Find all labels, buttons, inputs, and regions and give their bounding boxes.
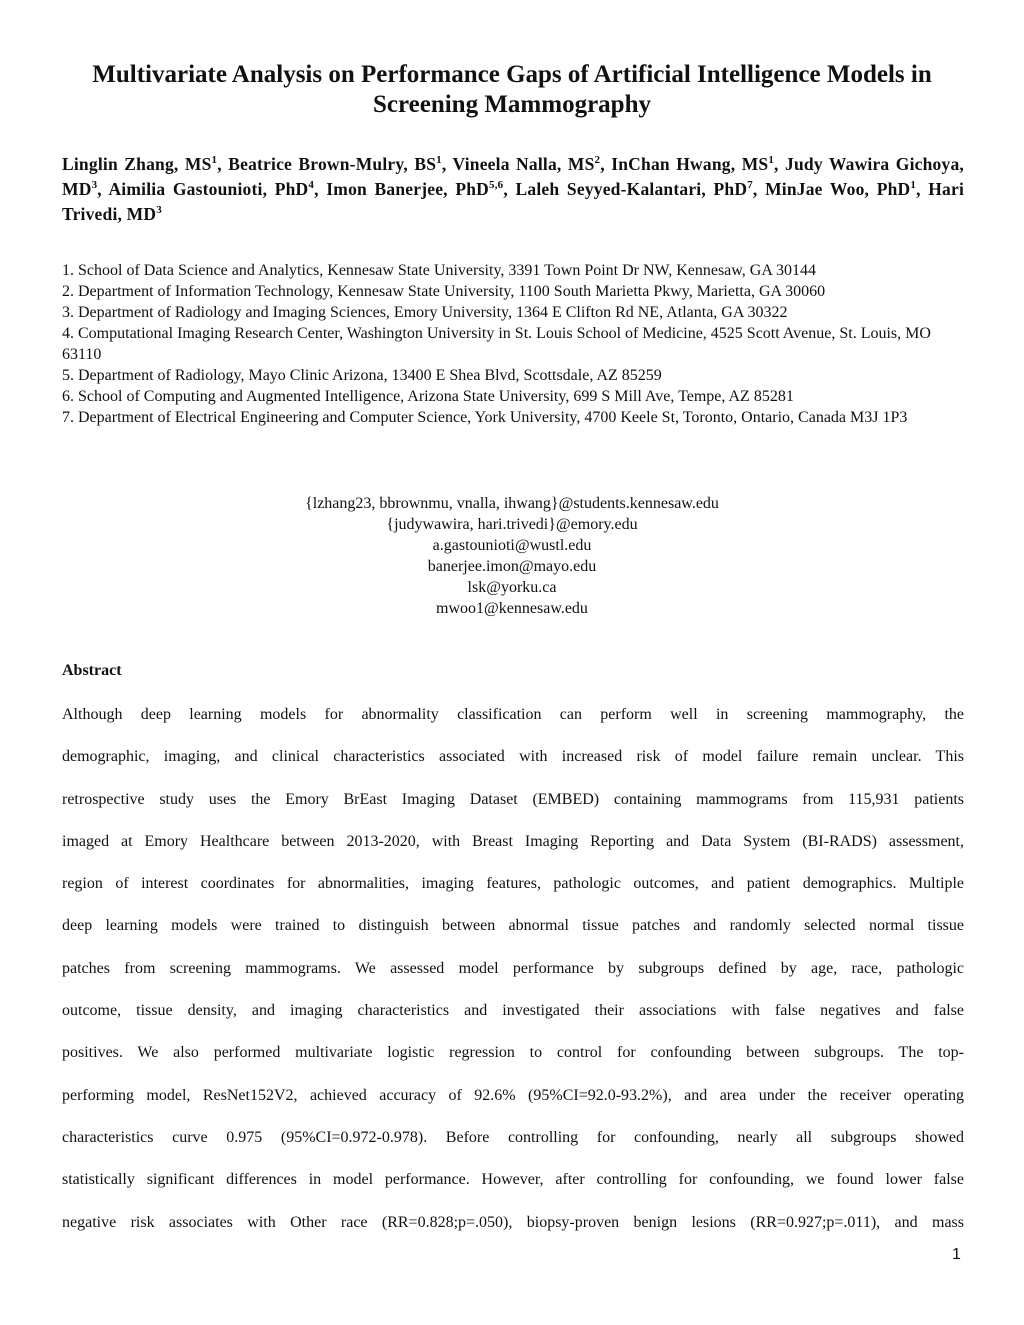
- affiliation: 5. Department of Radiology, Mayo Clinic Arizona, 13400 E Shea Blvd, Scottsdale, AZ 85259: [62, 367, 662, 384]
- abstract-line: [62, 915, 964, 957]
- abstract-line-text: deep learning models were trained to distinguish between abnormal tissue patches and randomly selected normal tissue: [62, 917, 964, 935]
- abstract-line: [62, 704, 964, 746]
- page-number: 1: [952, 1246, 961, 1263]
- author-affiliation-mark: 4: [308, 179, 315, 192]
- email: banerjee.imon@mayo.edu: [427, 558, 597, 575]
- author: [453, 154, 601, 174]
- author-affiliation-mark: 1: [910, 179, 917, 192]
- author-affiliation-mark: 3: [91, 179, 98, 192]
- abstract-line: [62, 789, 964, 831]
- abstract-line-text: region of interest coordinates for abnormalities, imaging features, pathologic outcomes, and patient demographics. Multiple: [62, 875, 964, 893]
- author-name: Laleh Seyyed-Kalantari, PhD: [515, 179, 748, 199]
- author-name: Imon Banerjee, PhD: [326, 179, 490, 199]
- affiliation: 7. Department of Electrical Engineering and Computer Science, York University, 4700 Keele St, Toronto, Ontario, Canada M3J 1P3: [62, 409, 908, 426]
- affiliation: 2. Department of Information Technology, Kennesaw State University, 1100 South Marietta Pkwy, Marietta, GA 30060: [62, 283, 826, 300]
- abstract-line-text: imaged at Emory Healthcare between 2013-2020, with Breast Imaging Reporting and Data System (BI-RADS) assessment,: [62, 832, 964, 850]
- abstract-line: [62, 1085, 964, 1127]
- author: [765, 179, 916, 199]
- author-affiliation-mark: 1: [436, 154, 442, 167]
- abstract-line-text: demographic, imaging, and clinical characteristics associated with increased risk of model failure remain unclear. This: [62, 748, 964, 766]
- author-name: Judy Wawira Gichoya, MD: [62, 154, 964, 199]
- abstract-line-text: performing model, ResNet152V2, achieved accuracy of 92.6% (95%CI=92.0-93.2%), and area under the receiver operating: [62, 1086, 964, 1104]
- abstract-line: [62, 1042, 964, 1084]
- affiliation-list: [62, 260, 967, 428]
- abstract-line-text: characteristics curve 0.975 (95%CI=0.972-0.978). Before controlling for confounding, nearly all subgroups showed: [62, 1128, 964, 1146]
- author-affiliation-mark: 1: [211, 154, 218, 167]
- affiliation: 4. Computational Imaging Research Center, Washington University in St. Louis School of Medicine, 4525 Scott Avenue, St. Louis, MO 63110: [62, 325, 931, 363]
- abstract-line-text: retrospective study uses the Emory BrEast Imaging Dataset (EMBED) containing mammograms from 115,931 patients: [62, 790, 964, 808]
- abstract-heading: Abstract: [62, 662, 122, 679]
- email: lsk@yorku.ca: [467, 579, 557, 596]
- author: [108, 179, 314, 199]
- author-list: Linglin Zhang, $MS^1$, Beatrice Brown-Mulry, $BS^1$, Vineela Nalla, $MS^2$, InChan Hwang, $MS^1$, Judy Wawira Gichoya, $MD^3$, Aimilia Gastounioti, PhD$^4$, Imon Banerjee, PhD$^{5,6}$, Laleh Seyyed-Kalantari, PhD$^7$, MinJae Woo, PhD$^1$, Hari Trivedi, $MD^3$: [62, 154, 965, 224]
- author-affiliation-mark: 1: [768, 154, 775, 167]
- email: mwoo1@kennesaw.edu: [436, 600, 588, 617]
- author: [326, 179, 503, 199]
- email: a.gastounioti@wustl.edu: [432, 537, 592, 554]
- abstract-line: [62, 1127, 964, 1169]
- abstract-line-text: statistically significant differences in model performance. However, after controlling for confounding, we found lower false: [62, 1171, 964, 1189]
- abstract-line: [62, 1000, 964, 1042]
- abstract-line: [62, 1212, 964, 1254]
- abstract-line-text: negative risk associates with Other race (RR=0.828;p=.050), biopsy-proven benign lesions (RR=0.927;p=.011), and mass: [62, 1213, 964, 1231]
- abstract-line: [62, 831, 964, 873]
- affiliation: 1. School of Data Science and Analytics, Kennesaw State University, 3391 Town Point Dr NW, Kennesaw, GA 30144: [62, 262, 817, 279]
- abstract-line-text: positives. We also performed multivariate logistic regression to control for confounding between subgroups. The top-: [62, 1044, 964, 1062]
- author-name: Aimilia Gastounioti, PhD: [108, 179, 309, 199]
- author: [611, 154, 774, 174]
- author-affiliation-mark: 3: [156, 204, 162, 217]
- author: [62, 154, 217, 174]
- abstract-line-text: Although deep learning models for abnormality classification can perform well in screening mammography, the: [62, 706, 964, 723]
- abstract-line-text: outcome, tissue density, and imaging characteristics and investigated their associations with false negatives and false: [62, 1002, 964, 1020]
- author-name: Vineela Nalla, MS: [452, 154, 595, 174]
- author-name: InChan Hwang, MS: [611, 154, 769, 174]
- author: [228, 154, 442, 174]
- email: {lzhang23, bbrownmu, vnalla, ihwang}@students.kennesaw.edu: [305, 495, 719, 512]
- author-affiliation-mark: 7: [747, 179, 753, 192]
- affiliation: 6. School of Computing and Augmented Intelligence, Arizona State University, 699 S Mill Ave, Tempe, AZ 85281: [62, 388, 794, 405]
- abstract-line: [62, 1169, 964, 1211]
- author-affiliation-mark: 5,6: [489, 179, 504, 192]
- abstract-line-text: patches from screening mammograms. We assessed model performance by subgroups defined by age, race, pathologic: [62, 959, 964, 977]
- author: [516, 179, 753, 199]
- abstract-line: [62, 873, 964, 915]
- affiliation: 3. Department of Radiology and Imaging Sciences, Emory University, 1364 E Clifton Rd NE, Atlanta, GA 30322: [62, 304, 788, 321]
- author-name: Linglin Zhang, MS: [62, 154, 212, 174]
- abstract-line: [62, 958, 964, 1000]
- abstract-line: [62, 746, 964, 788]
- author-name: Beatrice Brown-Mulry, BS: [228, 154, 437, 174]
- author-name: Hari Trivedi, MD: [62, 179, 965, 224]
- email: {judywawira, hari.trivedi}@emory.edu: [386, 516, 638, 533]
- author-affiliation-mark: 2: [594, 154, 601, 167]
- email-list: [0, 493, 1024, 619]
- paper-title: Multivariate Analysis on Performance Gaps of Artificial Intelligence Models in Screening Mammography: [92, 61, 932, 118]
- author-name: MinJae Woo, PhD: [765, 179, 911, 199]
- abstract-body: [62, 704, 964, 1254]
